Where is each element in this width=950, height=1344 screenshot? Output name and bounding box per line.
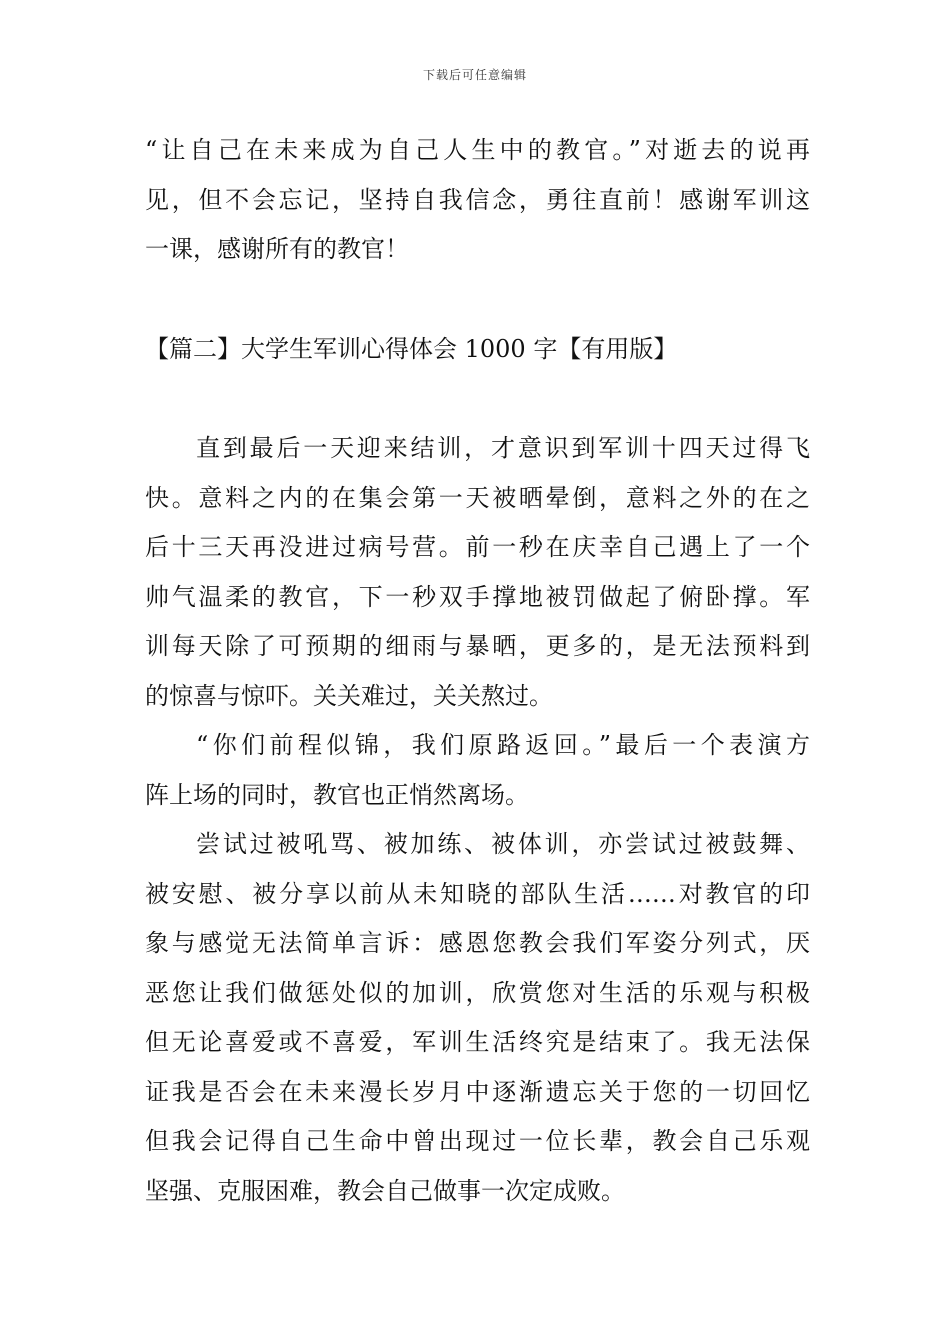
text-line: 快。意料之内的在集会第一天被晒晕倒，意料之外的在之 [145,483,810,512]
text-line: 坚强、克服困难，教会自己做事一次定成败。 [145,1176,625,1205]
paragraph-3 [145,820,810,1216]
text-line: 训每天除了可预期的细雨与暴晒，更多的，是无法预料到 [145,632,810,660]
text-line: 但我会记得自己生命中曾出现过一位长辈，教会自己乐观 [145,1127,810,1155]
text-line: “你们前程似锦，我们原路返回。”最后一个表演方 [196,731,810,759]
text-line: 象与感觉无法简单言诉：感恩您教会我们军姿分列式，厌 [145,929,810,957]
paragraph-spacer [145,275,810,325]
text-line: 被安慰、被分享以前从未知晓的部队生活……对教官的印 [145,879,810,908]
text-line: 阵上场的同时，教官也正悄然离场。 [145,780,529,809]
text-line: 一课，感谢所有的教官！ [145,235,409,263]
text-line: “让自己在未来成为自己人生中的教官。”对逝去的说再 [145,136,810,164]
text-line: 的惊喜与惊吓。关关难过，关关熬过。 [145,681,553,710]
text-line: 直到最后一天迎来结训，才意识到军训十四天过得飞 [196,434,810,462]
text-line: 见，但不会忘记，坚持自我信念，勇往直前！感谢军训这 [145,185,810,214]
paragraph-1 [145,424,810,721]
text-line: 恶您让我们做惩处似的加训，欣赏您对生活的乐观与积极 [145,978,810,1007]
text-line: 但无论喜爱或不喜爱，军训生活终究是结束了。我无法保 [145,1028,810,1056]
text-line: 尝试过被吼骂、被加练、被体训，亦尝试过被鼓舞、 [196,830,810,858]
text-line: 后十三天再没进过病号营。前一秒在庆幸自己遇上了一个 [145,533,810,561]
page-header: 下载后可任意编辑 [422,68,527,82]
document-body [145,126,810,1216]
section-heading: 【篇二】大学生军训心得体会 1000 字【有用版】 [145,334,678,363]
text-line: 帅气温柔的教官，下一秒双手撑地被罚做起了俯卧撑。军 [145,582,810,611]
paragraph-spacer [145,374,810,424]
paragraph-closing [145,126,810,275]
text-line: 证我是否会在未来漫长岁月中逐渐遗忘关于您的一切回忆 [145,1077,810,1106]
paragraph-2 [145,721,810,820]
